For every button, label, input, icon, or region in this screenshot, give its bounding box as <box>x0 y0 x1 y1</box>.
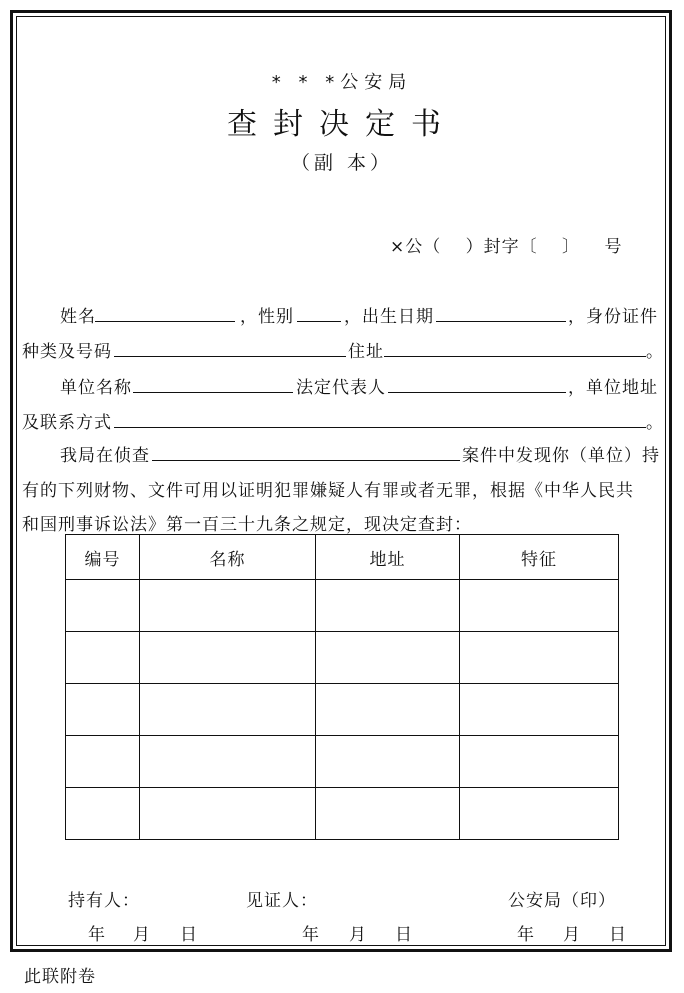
archive-note: 此联附卷 <box>24 967 96 987</box>
holder-date-day: 日 <box>180 925 198 945</box>
table-cell[interactable] <box>460 632 619 684</box>
id-label-b: 种类及号码 <box>22 342 112 362</box>
table-header-row <box>66 535 619 580</box>
table-row <box>66 632 619 684</box>
table-row <box>66 788 619 840</box>
table-cell[interactable] <box>66 632 140 684</box>
witness-date-year: 年 <box>302 925 320 945</box>
table-cell[interactable] <box>66 580 140 632</box>
table-cell[interactable] <box>66 788 140 840</box>
id-number-field[interactable] <box>114 356 346 357</box>
table-cell[interactable] <box>316 684 460 736</box>
gender-label: ，性别 <box>240 307 294 327</box>
unit-address-period: 。 <box>646 413 664 433</box>
case-suffix: 案件中发现你（单位）持 <box>462 446 660 466</box>
table-cell[interactable] <box>460 788 619 840</box>
address-label: 住址 <box>348 342 384 362</box>
address-field[interactable] <box>384 356 646 357</box>
seized-items-table <box>65 534 619 840</box>
name-label: 姓名 <box>60 307 96 327</box>
table-row <box>66 736 619 788</box>
unit-address-label-a: ，单位地址 <box>568 378 658 398</box>
witness-label: 见证人： <box>246 891 318 911</box>
document-number: ×公（ ）封字〔 〕 号 <box>390 237 623 257</box>
case-name-field[interactable] <box>152 460 460 461</box>
table-cell[interactable] <box>460 736 619 788</box>
unit-name-label: 单位名称 <box>60 378 132 398</box>
table-row <box>66 580 619 632</box>
table-cell[interactable] <box>140 632 316 684</box>
table-cell[interactable] <box>140 788 316 840</box>
legal-rep-field[interactable] <box>388 392 566 393</box>
issuing-office: * * *公安局 <box>271 72 413 93</box>
column-header-feature: 特征 <box>460 535 619 580</box>
gender-field[interactable] <box>297 321 341 322</box>
copy-label: （副 本） <box>290 152 394 174</box>
holder-date-month: 月 <box>133 925 151 945</box>
witness-date-month: 月 <box>349 925 367 945</box>
column-header-number: 编号 <box>66 535 140 580</box>
id-label-a: ，身份证件 <box>568 307 658 327</box>
holder-label: 持有人： <box>68 891 140 911</box>
bureau-date-day: 日 <box>609 925 627 945</box>
table-cell[interactable] <box>140 580 316 632</box>
unit-name-field[interactable] <box>133 392 293 393</box>
body-line-3: 和国刑事诉讼法》第一百三十九条之规定，现决定查封： <box>22 515 472 535</box>
table-cell[interactable] <box>316 788 460 840</box>
table-cell[interactable] <box>316 632 460 684</box>
unit-address-field[interactable] <box>114 427 646 428</box>
column-header-address: 地址 <box>316 535 460 580</box>
bureau-seal-label: 公安局（印） <box>508 891 616 911</box>
legal-rep-label: 法定代表人 <box>296 378 386 398</box>
table-cell[interactable] <box>66 736 140 788</box>
table-cell[interactable] <box>460 684 619 736</box>
table-cell[interactable] <box>66 684 140 736</box>
column-header-name: 名称 <box>140 535 316 580</box>
dob-label: ，出生日期 <box>344 307 434 327</box>
holder-date-year: 年 <box>88 925 106 945</box>
name-field[interactable] <box>95 321 235 322</box>
table-cell[interactable] <box>460 580 619 632</box>
table-cell[interactable] <box>316 580 460 632</box>
table-cell[interactable] <box>140 736 316 788</box>
bureau-date-year: 年 <box>517 925 535 945</box>
table-cell[interactable] <box>140 684 316 736</box>
address-period: 。 <box>646 342 664 362</box>
witness-date-day: 日 <box>395 925 413 945</box>
document-title: 查封决定书 <box>227 107 457 142</box>
case-prefix: 我局在侦查 <box>60 446 150 466</box>
table-cell[interactable] <box>316 736 460 788</box>
table-row <box>66 684 619 736</box>
dob-field[interactable] <box>436 321 566 322</box>
bureau-date-month: 月 <box>563 925 581 945</box>
unit-address-label-b: 及联系方式 <box>22 413 112 433</box>
body-line-2: 有的下列财物、文件可用以证明犯罪嫌疑人有罪或者无罪，根据《中华人民共 <box>22 481 634 501</box>
